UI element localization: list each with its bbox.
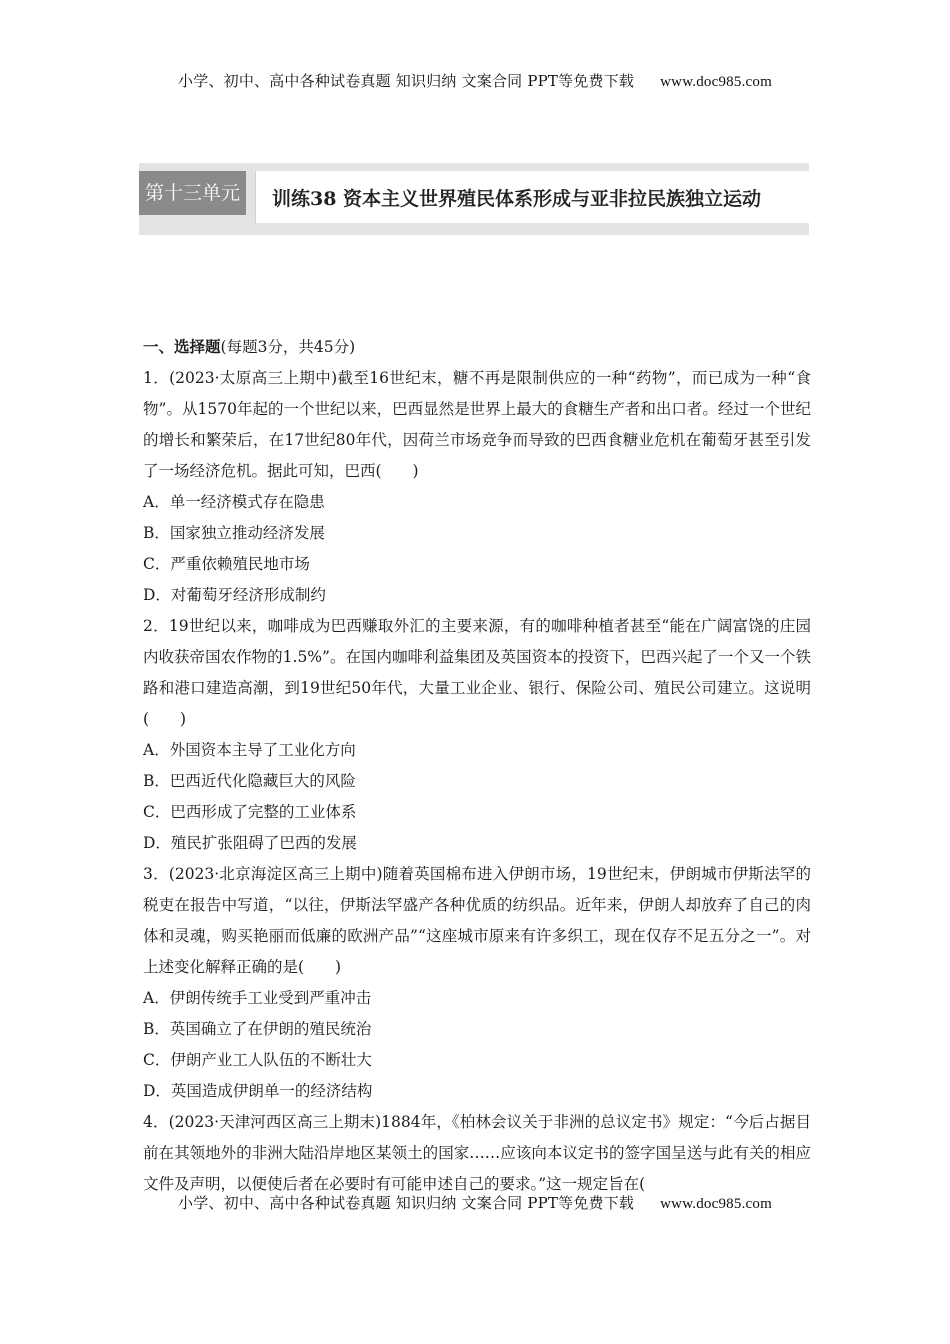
question-2-option-c: C．巴西形成了完整的工业体系 <box>143 803 357 821</box>
section-title-text: 一、选择题 <box>143 337 221 356</box>
question-1-option-c: C．严重依赖殖民地市场 <box>143 555 310 573</box>
footer-text: 小学、初中、高中各种试卷真题 知识归纳 文案合同 PPT等免费下载 <box>178 1194 635 1212</box>
question-3-option-b: B．英国确立了在伊朗的殖民统治 <box>143 1020 372 1038</box>
title-box <box>255 171 810 223</box>
content <box>143 331 811 1200</box>
question-1-stem: 1．(2023·太原高三上期中)截至16世纪末，糖不再是限制供应的一种“药物”，而已成为一种“食物”。从1570年起的一个世纪以来，巴西显然是世界上最大的食糖生产者和出口者。经过一个世纪的增长和繁荣后，在17世纪80年代，因荷兰市场竞争而导致的巴西食糖业危机在葡萄牙甚至引发了一场经济危机。据此可知，巴西( ) <box>143 369 811 480</box>
question-2-option-b: B．巴西近代化隐藏巨大的风险 <box>143 772 356 790</box>
question-3-option-d: D．英国造成伊朗单一的经济结构 <box>143 1082 373 1100</box>
question-3-option-a: A．伊朗传统手工业受到严重冲击 <box>143 989 372 1007</box>
page-title: 训练38 资本主义世界殖民体系形成与亚非拉民族独立运动 <box>272 188 762 210</box>
question-1-option-a: A．单一经济模式存在隐患 <box>143 493 325 511</box>
question-2-option-a: A．外国资本主导了工业化方向 <box>143 741 356 759</box>
question-1-option-d: D．对葡萄牙经济形成制约 <box>143 586 326 604</box>
section-note: (每题3分，共45分) <box>220 338 356 356</box>
section-title <box>143 331 811 363</box>
unit-banner <box>139 163 809 235</box>
question-1-option-b: B．国家独立推动经济发展 <box>143 524 325 542</box>
question-4-stem: 4．(2023·天津河西区高三上期末)1884年，《柏林会议关于非洲的总议定书》规定：“今后占据目前在其领地外的非洲大陆沿岸地区某领土的国家……应该向本议定书的签字国呈送与此有关的相应文件及声明，以便使后者在必要时有可能申述自己的要求。”这一规定旨在( <box>143 1113 811 1193</box>
unit-tag: 第十三单元 <box>139 171 246 215</box>
page-footer <box>0 1192 950 1213</box>
header-site: www.doc985.com <box>660 74 772 90</box>
question-2-stem: 2．19世纪以来，咖啡成为巴西赚取外汇的主要来源，有的咖啡种植者甚至“能在广阔富饶的庄园内收获帝国农作物的1.5%”。在国内咖啡利益集团及英国资本的投资下，巴西兴起了一个又一个铁路和港口建造高潮，到19世纪50年代，大量工业企业、银行、保险公司、殖民公司建立。这说明( ) <box>143 617 811 728</box>
footer-site: www.doc985.com <box>660 1196 772 1212</box>
question-3-option-c: C．伊朗产业工人队伍的不断壮大 <box>143 1051 372 1069</box>
question-2-option-d: D．殖民扩张阻碍了巴西的发展 <box>143 834 357 852</box>
page-header <box>0 70 950 91</box>
header-text: 小学、初中、高中各种试卷真题 知识归纳 文案合同 PPT等免费下载 <box>178 72 635 90</box>
question-3-stem: 3．(2023·北京海淀区高三上期中)随着英国棉布进入伊朗市场，19世纪末，伊朗城市伊斯法罕的税吏在报告中写道，“以往，伊斯法罕盛产各种优质的纺织品。近年来，伊朗人却放弃了自己的肉体和灵魂，购买艳丽而低廉的欧洲产品”“这座城市原来有许多织工，现在仅存不足五分之一”。对上述变化解释正确的是( ) <box>143 865 811 976</box>
